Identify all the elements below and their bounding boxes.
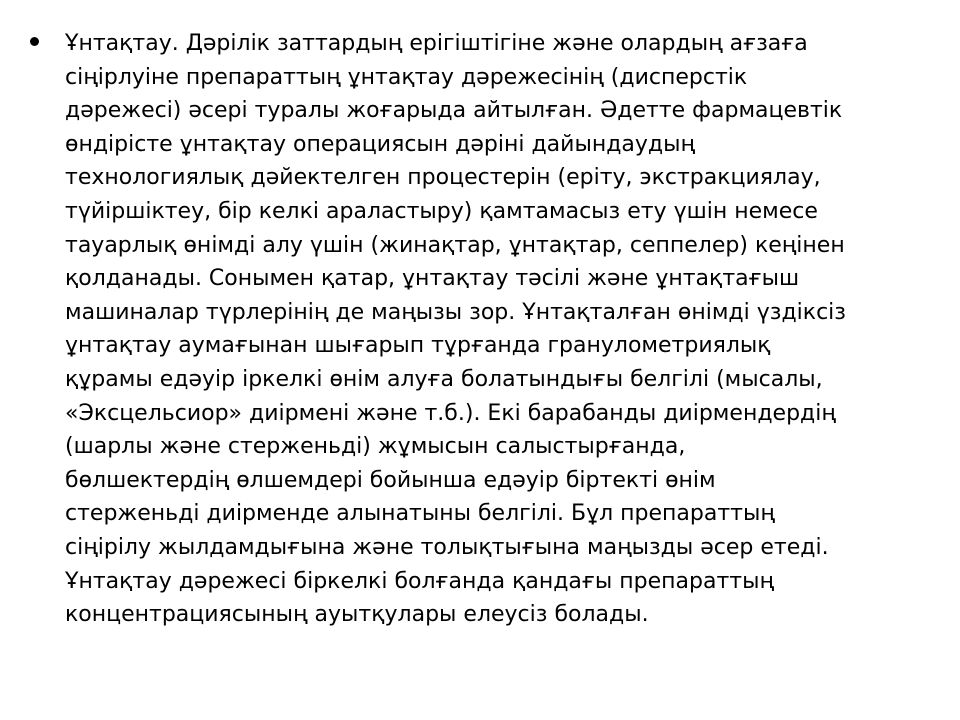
text-line: қолданады. Сонымен қатар, ұнтақтау тәсілі және ұнтақтағыш (65, 266, 800, 292)
text-line: дәрежесі) әсері туралы жоғарыда айтылған. Әдетте фармацевтік (65, 98, 843, 124)
text-line: машиналар түрлерінің де маңызы зор. Ұнтақталған өнімді үздіксіз (65, 299, 846, 325)
text-line: Ұнтақтау. Дәрілік заттардың ерігіштігіне және олардың ағзаға (65, 31, 808, 56)
bullet-paragraph (65, 27, 955, 632)
bullet-dot-icon (30, 37, 39, 46)
text-line: өндірісте ұнтақтау операциясын дәріні дайындаудың (65, 131, 696, 157)
text-line: Ұнтақтау дәрежесі біркелкі болғанда қандағы препараттың (65, 568, 774, 594)
text-line: сіңірлуіне препараттың ұнтақтау дәрежесінің (дисперстік (65, 64, 748, 90)
text-line: «Эксцельсиор» диірмені және т.б.). Екі барабанды диірмендердің (65, 400, 836, 426)
text-line: (шарлы және стерженьді) жұмысын салыстырғанда, (65, 434, 686, 460)
text-line: бөлшектердің өлшемдері бойынша едәуір біртекті өнім (65, 467, 716, 493)
text-line: ұнтақтау аумағынан шығарып тұрғанда гранулометриялық (65, 333, 771, 359)
text-line: тауарлық өнімді алу үшін (жинақтар, ұнтақтар, сеппелер) кеңінен (65, 232, 845, 258)
text-line: құрамы едәуір іркелкі өнім алуға болатындығы белгілі (мысалы, (65, 366, 823, 392)
text-line: сіңірілу жылдамдығына және толықтығына маңызды әсер етеді. (65, 534, 829, 560)
text-line: концентрациясының ауытқулары елеусіз болады. (65, 602, 649, 628)
text-line: стерженьді диірменде алынатыны белгілі. Бұл препараттың (65, 501, 775, 527)
text-line: түйіршіктеу, бір келкі араластыру) қамтамасыз ету үшін немесе (65, 198, 818, 224)
text-line: технологиялық дәйектелген процестерін (еріту, экстракциялау, (65, 165, 821, 191)
